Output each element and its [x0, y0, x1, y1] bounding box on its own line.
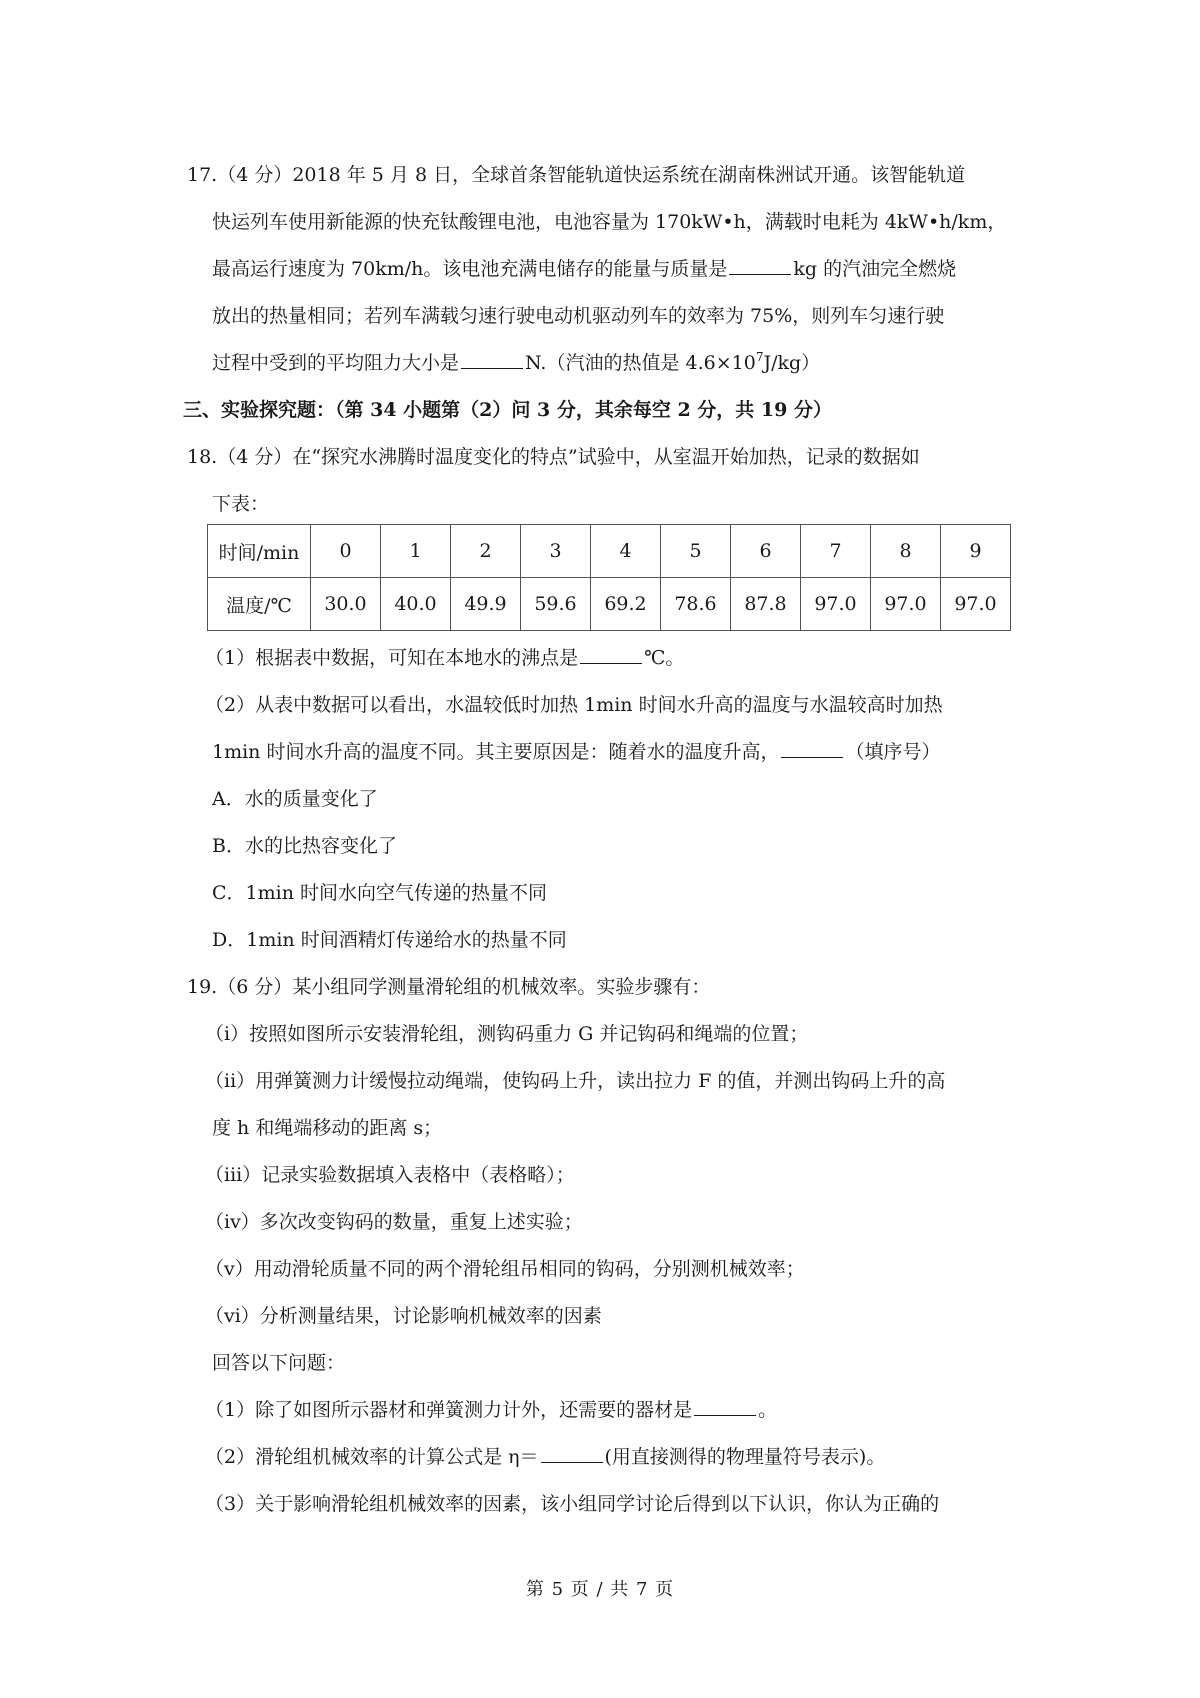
q19-sub2	[205, 1444, 885, 1470]
q18-option-a: A．水的质量变化了	[212, 788, 378, 810]
q17-line3-text-end: kg 的汽油完全燃烧	[793, 258, 957, 280]
table-cell: 9	[941, 525, 1011, 578]
q19-step2-line2: 度 h 和绳端移动的距离 s；	[212, 1117, 443, 1139]
table-cell: 4	[591, 525, 661, 578]
q19-step3: （iii）记录实验数据填入表格中（表格略）；	[205, 1164, 575, 1186]
answer-blank	[461, 350, 523, 369]
q17-line5-text-end: J/kg）	[763, 352, 821, 374]
table-row	[208, 578, 1011, 631]
q18-sub2-line2	[212, 739, 940, 765]
exponent: 7	[755, 350, 764, 364]
q19-step2-line1: （ii）用弹簧测力计缓慢拉动绳端，使钩码上升，读出拉力 F 的值，并测出钩码上升的高	[205, 1070, 946, 1092]
answer-blank	[580, 645, 642, 664]
q19-sub1-text: （1）除了如图所示器材和弹簧测力计外，还需要的器材是	[205, 1399, 693, 1421]
q19-step4: （iv）多次改变钩码的数量，重复上述实验；	[205, 1211, 583, 1233]
q18-sub2-text-end: （填序号）	[845, 741, 941, 763]
table-cell: 49.9	[451, 578, 521, 631]
table-cell: 5	[661, 525, 731, 578]
q19-step6: （vi）分析测量结果，讨论影响机械效率的因素	[205, 1305, 602, 1327]
table-cell: 0	[311, 525, 381, 578]
q17-line5-text-mid: N.（汽油的热值是 4.6×10	[525, 352, 756, 374]
q18-option-c: C．1min 时间水向空气传递的热量不同	[212, 882, 547, 904]
table-cell: 87.8	[731, 578, 801, 631]
section-heading: 三、实验探究题：（第 34 小题第（2）问 3 分，其余每空 2 分，共 19 分）	[183, 399, 832, 421]
table-cell: 59.6	[521, 578, 591, 631]
table-row	[208, 525, 1011, 578]
q19-line1: 19.（6 分）某小组同学测量滑轮组的机械效率。实验步骤有：	[187, 976, 711, 998]
q17-line5-text: 过程中受到的平均阻力大小是	[212, 352, 460, 374]
q19-sub3: （3）关于影响滑轮组机械效率的因素，该小组同学讨论后得到以下认识，你认为正确的	[205, 1493, 940, 1515]
q17-line1: 17.（4 分）2018 年 5 月 8 日，全球首条智能轨道快运系统在湖南株洲试开通。该智能轨道	[187, 164, 966, 186]
table-cell: 2	[451, 525, 521, 578]
q18-sub1	[205, 645, 684, 671]
table-header-cell: 时间/min	[208, 525, 311, 578]
q17-line4: 放出的热量相同；若列车满载匀速行驶电动机驱动列车的效率为 75%，则列车匀速行驶	[212, 305, 945, 327]
q18-sub2-text: 1min 时间水升高的温度不同。其主要原因是：随着水的温度升高，	[212, 741, 780, 763]
page-footer: 第 5 页 / 共 7 页	[525, 1579, 675, 1600]
q18-line1: 18.（4 分）在“探究水沸腾时温度变化的特点”试验中，从室温开始加热，记录的数据如	[187, 446, 920, 468]
table-cell: 40.0	[381, 578, 451, 631]
q19-answer-intro: 回答以下问题：	[212, 1352, 346, 1374]
table-cell: 97.0	[871, 578, 941, 631]
q18-line2: 下表：	[212, 493, 270, 515]
table-cell: 69.2	[591, 578, 661, 631]
table-cell: 8	[871, 525, 941, 578]
q18-sub2-line1: （2）从表中数据可以看出，水温较低时加热 1min 时间水升高的温度与水温较高时加热	[205, 694, 943, 716]
q18-sub1-text-end: ℃。	[644, 647, 685, 669]
temperature-table	[207, 524, 1011, 631]
q18-option-b: B．水的比热容变化了	[212, 835, 397, 857]
answer-blank	[694, 1397, 756, 1416]
table-header-cell: 温度/℃	[208, 578, 311, 631]
table-cell: 3	[521, 525, 591, 578]
table-cell: 97.0	[941, 578, 1011, 631]
table-cell: 97.0	[801, 578, 871, 631]
answer-blank	[729, 256, 791, 275]
q17-line2: 快运列车使用新能源的快充钛酸锂电池，电池容量为 170kW•h，满载时电耗为 4kW•h/km，	[212, 211, 1007, 233]
q17-line5	[212, 350, 820, 376]
q19-sub1	[205, 1397, 777, 1423]
q19-sub2-text-end: (用直接测得的物理量符号表示)。	[604, 1446, 886, 1468]
table-cell: 30.0	[311, 578, 381, 631]
q18-sub1-text: （1）根据表中数据，可知在本地水的沸点是	[205, 647, 579, 669]
table-cell: 78.6	[661, 578, 731, 631]
answer-blank	[781, 739, 843, 758]
table-cell: 6	[731, 525, 801, 578]
q19-step1: （i）按照如图所示安装滑轮组，测钩码重力 G 并记钩码和绳端的位置；	[205, 1023, 809, 1045]
q19-sub2-text: （2）滑轮组机械效率的计算公式是 η＝	[205, 1446, 539, 1468]
answer-blank	[541, 1444, 603, 1463]
q17-line3-text: 最高运行速度为 70km/h。该电池充满电储存的能量与质量是	[212, 258, 728, 280]
table-cell: 1	[381, 525, 451, 578]
q19-step5: （v）用动滑轮质量不同的两个滑轮组吊相同的钩码，分别测机械效率；	[205, 1258, 805, 1280]
q17-line3	[212, 256, 956, 282]
q19-sub1-text-end: 。	[758, 1399, 778, 1421]
q18-option-d: D．1min 时间酒精灯传递给水的热量不同	[212, 929, 567, 951]
table-cell: 7	[801, 525, 871, 578]
